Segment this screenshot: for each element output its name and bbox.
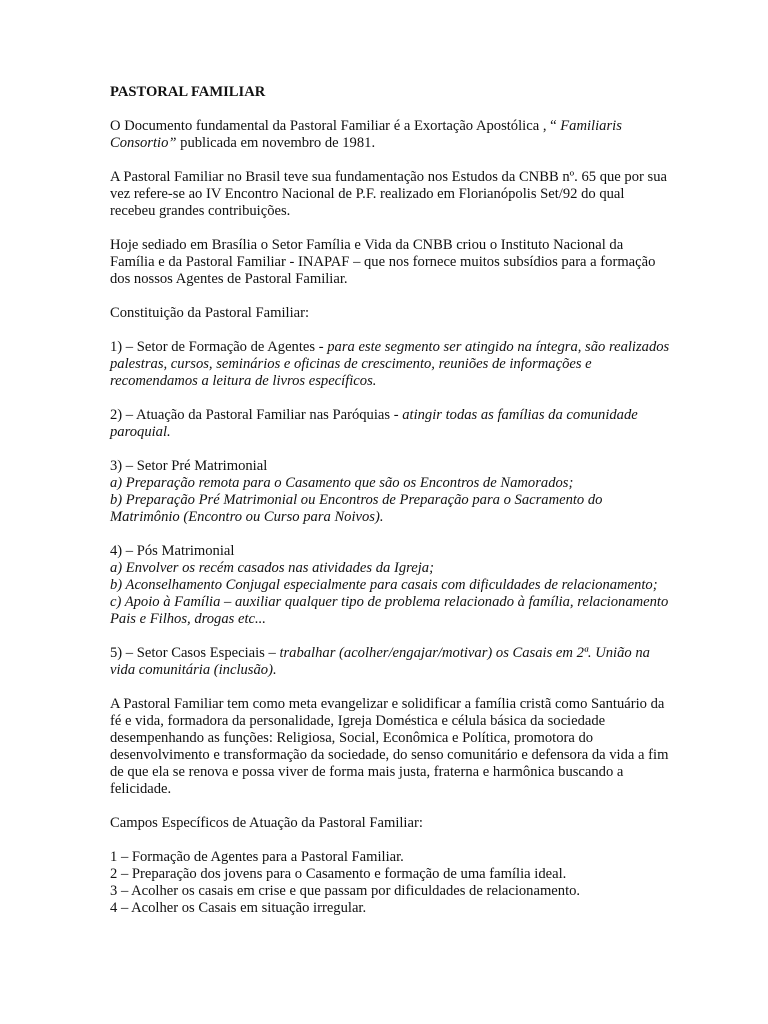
list-item: 1 – Formação de Agentes para a Pastoral Familiar. xyxy=(110,849,404,865)
item-5-lead: 5) – Setor Casos Especiais – xyxy=(110,645,280,661)
item-4-lead: 4) – Pós Matrimonial xyxy=(110,543,235,559)
paragraph-documento-text: O Documento fundamental da Pastoral Familiar é a Exortação Apostólica , “ xyxy=(110,118,561,134)
item-3-a: a) Preparação remota para o Casamento que são os Encontros de Namorados; xyxy=(110,475,574,491)
item-4-a: a) Envolver os recém casados nas atividades da Igreja; xyxy=(110,560,434,576)
campos-heading: Campos Específicos de Atuação da Pastoral Familiar: xyxy=(110,815,423,831)
paragraph-inapaf: Hoje sediado em Brasília o Setor Família e Vida da CNBB criou o Instituto Nacional da Família e da Pastoral Familiar - INAPAF – que nos fornece muitos subsídios para a formação dos nossos Agentes de Pastoral Familiar. xyxy=(110,237,656,287)
paragraph-documento-tail: publicada em novembro de 1981. xyxy=(176,135,376,151)
item-5 xyxy=(110,645,670,679)
item-2-italic: atingir todas as famílias da comunidade paroquial. xyxy=(110,407,638,440)
item-1-italic: para este segmento ser atingido na íntegra, são realizados palestras, cursos, seminários e oficinas de crescimento, reuniões de informações e recomendamos a leitura de livros específicos. xyxy=(110,339,670,389)
document-title: PASTORAL FAMILIAR xyxy=(110,84,266,100)
item-3 xyxy=(110,458,670,526)
item-2-lead: 2) – Atuação da Pastoral Familiar nas Paróquias - xyxy=(110,407,403,423)
list-item: 4 – Acolher os Casais em situação irregular. xyxy=(110,900,367,916)
item-2 xyxy=(110,407,670,441)
paragraph-documento xyxy=(110,118,670,152)
item-4 xyxy=(110,543,670,628)
item-3-lead: 3) – Setor Pré Matrimonial xyxy=(110,458,268,474)
constituicao-heading: Constituição da Pastoral Familiar: xyxy=(110,305,310,321)
list-item: 2 – Preparação dos jovens para o Casamento e formação de uma família ideal. xyxy=(110,866,567,882)
paragraph-brasil: A Pastoral Familiar no Brasil teve sua fundamentação nos Estudos da CNBB nº. 65 que por sua vez refere-se ao IV Encontro Nacional de P.F. realizado em Florianópolis Set/92 do qual recebeu grandes contribuições. xyxy=(110,169,667,219)
paragraph-meta: A Pastoral Familiar tem como meta evangelizar e solidificar a família cristã como Santuário da fé e vida, formadora da personalidade, Igreja Doméstica e célula básica da sociedade desempenhando as funções: Religiosa, Social, Econômica e Política, promotora do desenvolvimento e transformação da sociedade, do senso comunitário e defensora da vida a fim de que ela se renova e possa viver de forma mais justa, fraterna e harmônica buscando a felicidade. xyxy=(110,696,669,797)
item-5-italic: trabalhar (acolher/engajar/motivar) os Casais em 2ª. União na vida comunitária (inclusão). xyxy=(110,645,650,678)
item-1 xyxy=(110,339,670,390)
campos-list xyxy=(110,849,670,917)
item-4-b: b) Aconselhamento Conjugal especialmente para casais com dificuldades de relacionamento; xyxy=(110,577,658,593)
document-page xyxy=(110,84,670,917)
item-1-lead: 1) – Setor de Formação de Agentes - xyxy=(110,339,328,355)
paragraph-documento-italic: Familiaris Consortio” xyxy=(110,118,622,151)
item-4-c: c) Apoio à Família – auxiliar qualquer tipo de problema relacionado à família, relacionamento Pais e Filhos, drogas etc... xyxy=(110,594,669,627)
list-item: 3 – Acolher os casais em crise e que passam por dificuldades de relacionamento. xyxy=(110,883,581,899)
item-3-b: b) Preparação Pré Matrimonial ou Encontros de Preparação para o Sacramento do Matrimônio (Encontro ou Curso para Noivos). xyxy=(110,492,603,525)
